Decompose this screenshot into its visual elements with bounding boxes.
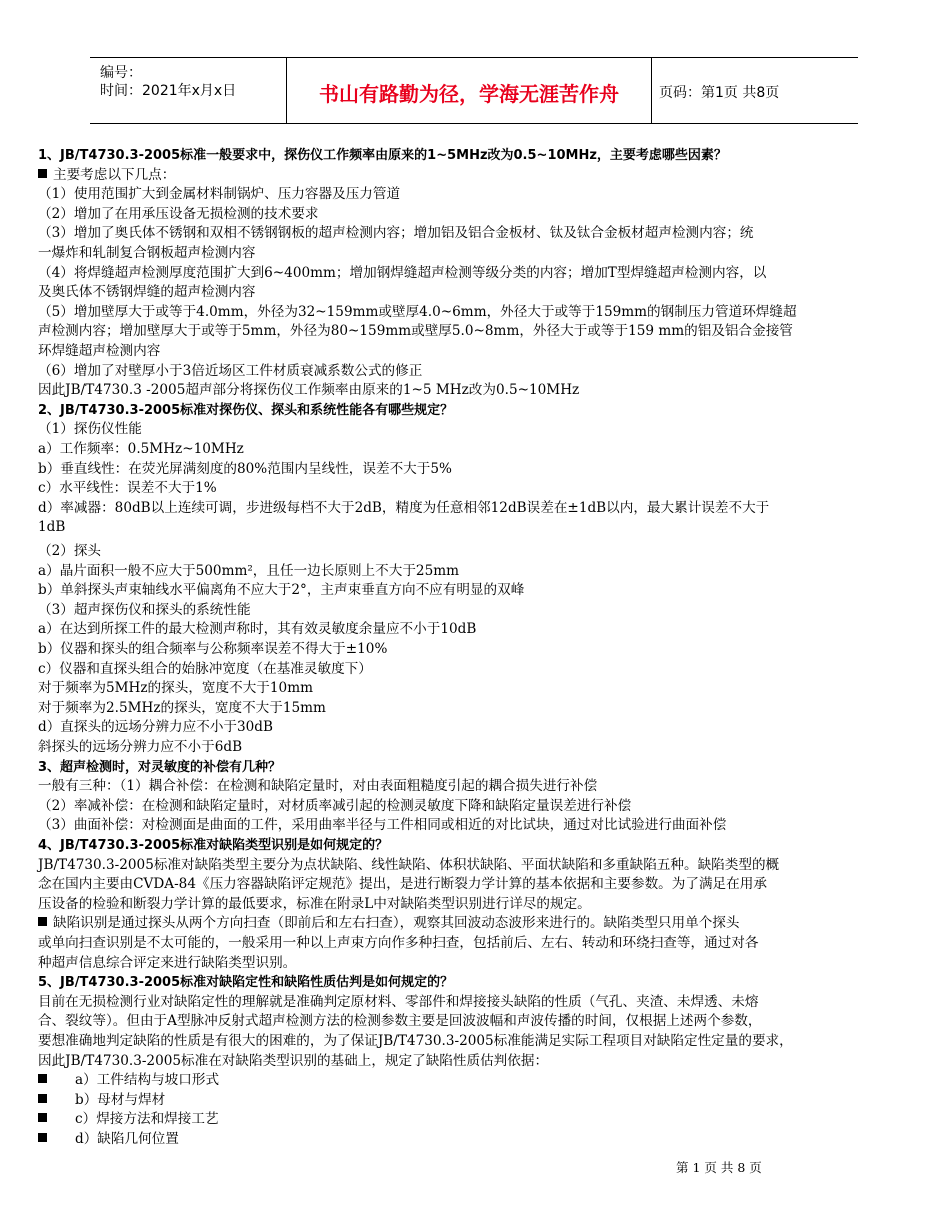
square-bullet-icon: [38, 1113, 47, 1122]
text-line: [38, 993, 758, 1012]
line-text: （2）增加了在用承压设备无损检测的技术要求: [38, 205, 319, 222]
text-line: [38, 562, 459, 581]
line-text: （3）曲面补偿：对检测面是曲面的工件，采用曲率半径与工件相同或相近的对比试块，通过对比试验进行曲面补偿: [38, 817, 727, 834]
header-motto-cell: [286, 58, 652, 123]
line-text: a）工作频率：0.5MHz~10MHz: [38, 441, 244, 457]
line-text: b）垂直线性：在荧光屏满刻度的80%范围内呈线性，误差不大于5%: [38, 460, 452, 477]
motto: 书山有路勤为径，学海无涯苦作舟: [319, 82, 619, 106]
text-line: [38, 542, 101, 561]
line-text: 念在国内主要由CVDA-84《压力容器缺陷评定规范》提出，是进行断裂力学计算的基本依据和主要参数。为了满足在用承: [38, 876, 767, 893]
bullet-item: [38, 1130, 179, 1149]
text-line: [38, 381, 579, 400]
question-heading: [38, 758, 281, 777]
text-line: [38, 440, 244, 459]
text-line: [38, 954, 296, 973]
square-bullet-icon: [38, 917, 47, 926]
page-footer: 第 1 页 共 8 页: [676, 1160, 762, 1175]
line-text: 或单向扫查识别是不太可能的，一般采用一种以上声束方向作多种扫查，包括前后、左右、转动和环绕扫查等，通过对各: [38, 935, 759, 951]
text-line: [38, 322, 793, 341]
bullet-item: [38, 1091, 165, 1110]
text-line: [38, 342, 160, 361]
text-line: [38, 420, 142, 439]
text-line: [38, 1052, 548, 1071]
line-text: a）工件结构与坡口形式: [75, 1072, 220, 1089]
line-text: 及奥氏体不锈钢焊缝的超声检测内容: [38, 284, 256, 301]
text-line: [38, 479, 217, 498]
line-text: d）缺陷几何位置: [75, 1131, 179, 1147]
text-line: [38, 738, 242, 757]
time-label: 时间：2021年x月x日: [100, 83, 237, 99]
text-line: [38, 303, 797, 322]
line-text: 因此JB/T4730.3 -2005超声部分将探伤仪工作频率由原来的1~5 MHz改为0.5~10MHz: [38, 382, 580, 399]
line-text: c）仪器和直探头组合的始脉冲宽度（在基准灵敏度下）: [38, 660, 372, 677]
text-line: [38, 283, 256, 302]
text-line: [38, 1032, 793, 1051]
line-text: （2）率减补偿：在检测和缺陷定量时，对材质率减引起的检测灵敏度下降和缺陷定量误差进行补偿: [38, 797, 632, 814]
page-header: [90, 57, 858, 124]
code-label: 编号：: [100, 65, 142, 81]
text-line: [38, 581, 524, 600]
square-bullet-icon: [38, 1133, 47, 1142]
line-text: 2、JB/T4730.3-2005标准对探伤仪、探头和系统性能各有哪些规定？: [38, 402, 454, 418]
question-heading: [38, 146, 727, 165]
bullet-item: [38, 1110, 219, 1129]
text-line: [38, 777, 597, 796]
text-line: [38, 601, 251, 620]
line-text: （2）探头: [38, 543, 102, 559]
text-line: [38, 640, 387, 659]
text-line: [38, 699, 326, 718]
line-text: 5、JB/T4730.3-2005标准对缺陷定性和缺陷性质估判是如何规定的？: [38, 975, 454, 991]
line-text: （1）使用范围扩大到金属材料制锅炉、压力容器及压力管道: [38, 186, 401, 203]
text-line: [38, 875, 767, 894]
text-line: [38, 224, 754, 243]
header-page-cell: [651, 58, 858, 123]
text-line: [38, 362, 422, 381]
line-text: JB/T4730.3-2005标准对缺陷类型主要分为点状缺陷、线性缺陷、体积状缺陷、平面状缺陷和多重缺陷五种。缺陷类型的概: [38, 856, 780, 873]
line-text: d）率减器：80dB以上连续可调，步进级每档不大于2dB，精度为任意相邻12dB误差在±1dB以内，最大累计误差不大于: [38, 499, 770, 516]
line-text: （5）增加壁厚大于或等于4.0mm，外径为32~159mm或壁厚4.0~6mm，外径大于或等于159mm的钢制压力管道环焊缝超: [38, 303, 797, 320]
text-line: [38, 205, 319, 224]
line-text: 因此JB/T4730.3-2005标准在对缺陷类型识别的基础上，规定了缺陷性质估判依据：: [38, 1052, 549, 1069]
text-line: [38, 620, 476, 639]
line-text: d）直探头的远场分辨力应不小于30dB: [38, 719, 274, 736]
bullet-item: [38, 914, 739, 933]
line-text: 1、JB/T4730.3-2005标准一般要求中，探伤仪工作频率由原来的1~5MHz改为0.5~10MHz，主要考虑哪些因素？: [38, 148, 727, 163]
line-text: a）晶片面积一般不应大于500mm²，且任一边长原则上不大于25mm: [38, 562, 460, 579]
line-text: 一般有三种：（1）耦合补偿：在检测和缺陷定量时，对由表面粗糙度引起的耦合损失进行补偿: [38, 778, 598, 795]
line-text: b）仪器和探头的组合频率与公称频率误差不得大于±10%: [38, 641, 388, 657]
line-text: 对于频率为2.5MHz的探头，宽度不大于15mm: [38, 699, 326, 716]
line-text: （3）超声探伤仪和探头的系统性能: [38, 601, 251, 618]
text-line: [38, 816, 726, 835]
text-line: [38, 460, 452, 479]
line-text: c）水平线性：误差不大于1%: [38, 480, 217, 497]
line-text: 1dB: [38, 519, 66, 536]
line-text: 3、超声检测时，对灵敏度的补偿有几种？: [38, 759, 282, 775]
text-line: [38, 679, 313, 698]
text-line: [38, 895, 591, 914]
line-text: b）单斜探头声束轴线水平偏离角不应大于2°，主声束垂直方向不应有明显的双峰: [38, 582, 525, 599]
text-line: [38, 660, 372, 679]
line-text: 目前在无损检测行业对缺陷定性的理解就是准确判定原材料、零部件和焊接接头缺陷的性质（气孔、夹渣、未焊透、未熔: [38, 993, 759, 1010]
text-line: [38, 244, 256, 263]
line-text: 声检测内容；增加壁厚大于或等于5mm，外径为80~159mm或壁厚5.0~8mm，外径大于或等于159 mm的铝及铝合金接管: [38, 323, 793, 340]
question-heading: [38, 836, 388, 855]
text-line: [38, 499, 769, 518]
text-line: [38, 934, 758, 953]
text-line: [38, 1012, 761, 1031]
line-text: （6）增加了对壁厚小于3倍近场区工件材质衰减系数公式的修正: [38, 362, 423, 379]
line-text: （4）将焊缝超声检测厚度范围扩大到6~400mm；增加钢焊缝超声检测等级分类的内容；增加T型焊缝超声检测内容，以: [38, 264, 767, 281]
line-text: 4、JB/T4730.3-2005标准对缺陷类型识别是如何规定的？: [38, 838, 389, 853]
line-text: （1）探伤仪性能: [38, 421, 142, 438]
text-line: [38, 856, 779, 875]
bullet-item: [38, 1071, 219, 1090]
page-info: 页码：第1页 共8页: [659, 85, 780, 101]
header-info-cell: [90, 58, 286, 123]
line-text: 斜探头的远场分辨力应不小于6dB: [38, 739, 243, 755]
line-text: a）在达到所探工件的最大检测声称时，其有效灵敏度余量应不小于10dB: [38, 621, 477, 638]
line-text: 对于频率为5MHz的探头，宽度不大于10mm: [38, 680, 313, 697]
line-text: 压设备的检验和断裂力学计算的最低要求，标准在附录L中对缺陷类型识别进行详尽的规定。: [38, 895, 591, 912]
line-text: 环焊缝超声检测内容: [38, 343, 161, 359]
line-text: 一爆炸和轧制复合钢板超声检测内容: [38, 245, 256, 261]
line-text: 合、裂纹等）。但由于A型脉冲反射式超声检测方法的检测参数主要是回波波幅和声波传播的时间，仅根据上述两个参数，: [38, 1013, 762, 1030]
question-heading: [38, 401, 453, 420]
line-text: c）焊接方法和焊接工艺: [75, 1111, 219, 1128]
line-text: 缺陷识别是通过探头从两个方向扫查（即前后和左右扫查），观察其回波动态波形来进行的。缺陷类型只用单个探头: [53, 915, 740, 932]
text-line: [38, 718, 273, 737]
question-heading: [38, 973, 453, 992]
line-text: 种超声信息综合评定来进行缺陷类型识别。: [38, 954, 297, 971]
text-line: [38, 264, 766, 283]
line-text: 主要考虑以下几点：: [53, 166, 176, 183]
square-bullet-icon: [38, 1094, 47, 1103]
square-bullet-icon: [38, 1074, 47, 1083]
text-line: [38, 185, 400, 204]
square-bullet-icon: [38, 169, 47, 178]
text-line: [38, 797, 631, 816]
text-line: [38, 518, 65, 537]
line-text: 要想准确地判定缺陷的性质是有很大的困难的，为了保证JB/T4730.3-2005标准能满足实际工程项目对缺陷定性定量的要求，: [38, 1033, 793, 1049]
bullet-item: [38, 166, 175, 185]
line-text: b）母材与焊材: [75, 1091, 166, 1108]
line-text: （3）增加了奥氏体不锈钢和双相不锈钢钢板的超声检测内容；增加铝及铝合金板材、钛及钛合金板材超声检测内容；统: [38, 225, 754, 242]
